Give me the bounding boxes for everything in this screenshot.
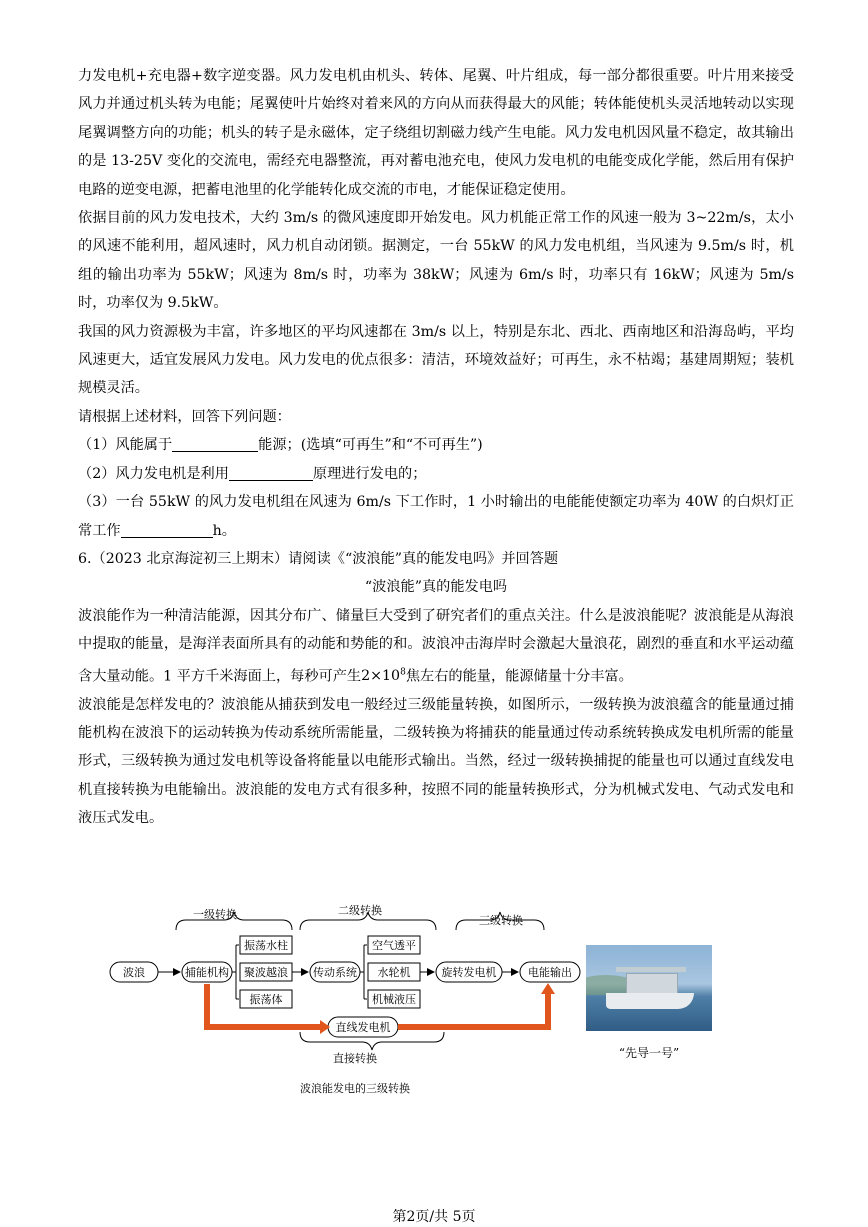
page-footer: 第2页/共 5页 [392, 1209, 476, 1225]
diagram-caption: 波浪能发电的三级转换 [300, 1082, 410, 1095]
question-text: （1）风能属于 [78, 437, 173, 454]
question-1 [78, 431, 794, 459]
label-stage2: 二级转换 [338, 904, 382, 917]
question-3 [78, 488, 794, 545]
paragraph: 力发电机+充电器+数字逆变器。风力发电机由机头、转体、尾翼、叶片组成，每一部分都很重要。叶片用来接受风力并通过机头转为电能；尾翼使叶片始终对着来风的方向从而获得最大的风能；转体能使机头灵活地转动以实现尾翼调整方向的功能；机头的转子是永磁体，定子绕组切割磁力线产生电能。风力发电机因风量不稳定，故其输出的是 13-25V 变化的交流电，需经充电器整流，再对蓄电池充电，使风力发电机的电能变成化学能，然后用有保护电路的逆变电源，把蓄电池里的化学能转化成交流的市电，才能保证稳定使用。 [78, 68, 794, 198]
answer-blank[interactable] [229, 464, 313, 481]
node-rotary-generator-label: 旋转发电机 [441, 966, 497, 979]
node-hydraulic-label: 机械液压 [372, 993, 416, 1006]
paragraph: 依据目前的风力发电技术，大约 3m/s 的微风速度即开始发电。风力机能正常工作的风速一般为 3~22m/s，太小的风速不能利用，超风速时，风力机自动闭锁。据测定，一台 55kW 的风力发电机组，当风速为 9.5m/s 时，机组的输出功率为 55kW；风速为 8m/s 时，功率为 38kW；风速为 6m/s 时，功率只有 16kW；风速为 5m/s 时，功率仅为 9.5kW。 [78, 210, 794, 312]
node-wave-label: 波浪 [123, 966, 145, 979]
paragraph: 波浪能是怎样发电的？波浪能从捕获到发电一般经过三级能量转换，如图所示，一级转换为波浪蕴含的能量通过捕能机构在波浪下的运动转换为传动系统所需能量，二级转换为将捕获的能量通过传动系统转换成发电机所需的能量形式，三级转换为通过发电机等设备将能量以电能形式输出。当然，经过一级转换捕捉的能量也可以通过直线发电机直接转换为电能输出。波浪能的发电方式有很多种，按照不同的能量转换形式，分为机械式发电、气动式发电和液压式发电。 [78, 696, 794, 827]
node-osc-body-label: 振荡体 [249, 993, 283, 1006]
document-body [78, 62, 794, 833]
node-focus-wave-label: 聚波越浪 [244, 966, 288, 979]
instruction: 请根据上述材料，回答下列问题： [78, 408, 291, 425]
article-title: “波浪能”真的能发电吗 [364, 579, 508, 596]
node-osc-column-label: 振荡水柱 [244, 939, 288, 952]
text: 波浪能作为一种清洁能源，因其分布广、储量巨大受到了研究者们的重点关注。什么是波浪能呢？波浪能是从海浪中提取的能量，是海洋表面所具有的动能和势能的和。波浪冲击海岸时会激起大量浪花，剧烈的垂直和水平运动蕴含大量动能。1 平方千米海面上，每秒可产生 [78, 607, 794, 685]
question-2 [78, 460, 794, 488]
question-text: h。 [212, 522, 236, 539]
answer-blank[interactable] [121, 521, 213, 538]
formula: $2\times 10^8$ [361, 667, 406, 685]
question-6-heading: 6.（2023 北京海淀初三上期末）请阅读《“波浪能”真的能发电吗》并回答题 [78, 550, 559, 567]
vessel-photo [586, 945, 712, 1031]
node-transmission-label: 传动系统 [313, 966, 357, 979]
text: 焦左右的能量，能源储量十分丰富。 [405, 668, 633, 685]
answer-blank[interactable] [172, 435, 258, 452]
node-air-turbine-label: 空气透平 [372, 939, 416, 952]
paragraph [78, 602, 794, 691]
label-stage3: 三级转换 [479, 914, 523, 927]
node-capture-label: 捕能机构 [185, 966, 229, 979]
question-text: 能源；(选填“可再生”和“不可再生”) [258, 437, 483, 454]
question-text: （3）一台 55kW 的风力发电机组在风速为 6m/s 下工作时，1 小时输出的电能能使额定功率为 40W 的白炽灯正常工作 [78, 494, 794, 539]
node-power-output-label: 电能输出 [528, 966, 572, 979]
photo-caption: “先导一号” [618, 1046, 680, 1060]
label-stage1: 一级转换 [193, 908, 237, 921]
label-direct: 直接转换 [333, 1052, 377, 1065]
paragraph: 我国的风力资源极为丰富，许多地区的平均风速都在 3m/s 以上，特别是东北、西北、西南地区和沿海岛屿，平均风速更大，适宜发展风力发电。风力发电的优点很多：清洁，环境效益好；可再生，永不枯竭；基建周期短；装机规模灵活。 [78, 323, 794, 397]
node-water-turbine-label: 水轮机 [377, 966, 411, 979]
question-text: （2）风力发电机是利用 [78, 465, 229, 482]
question-text: 原理进行发电的； [312, 465, 427, 482]
node-linear-generator-label: 直线发电机 [335, 1021, 391, 1034]
